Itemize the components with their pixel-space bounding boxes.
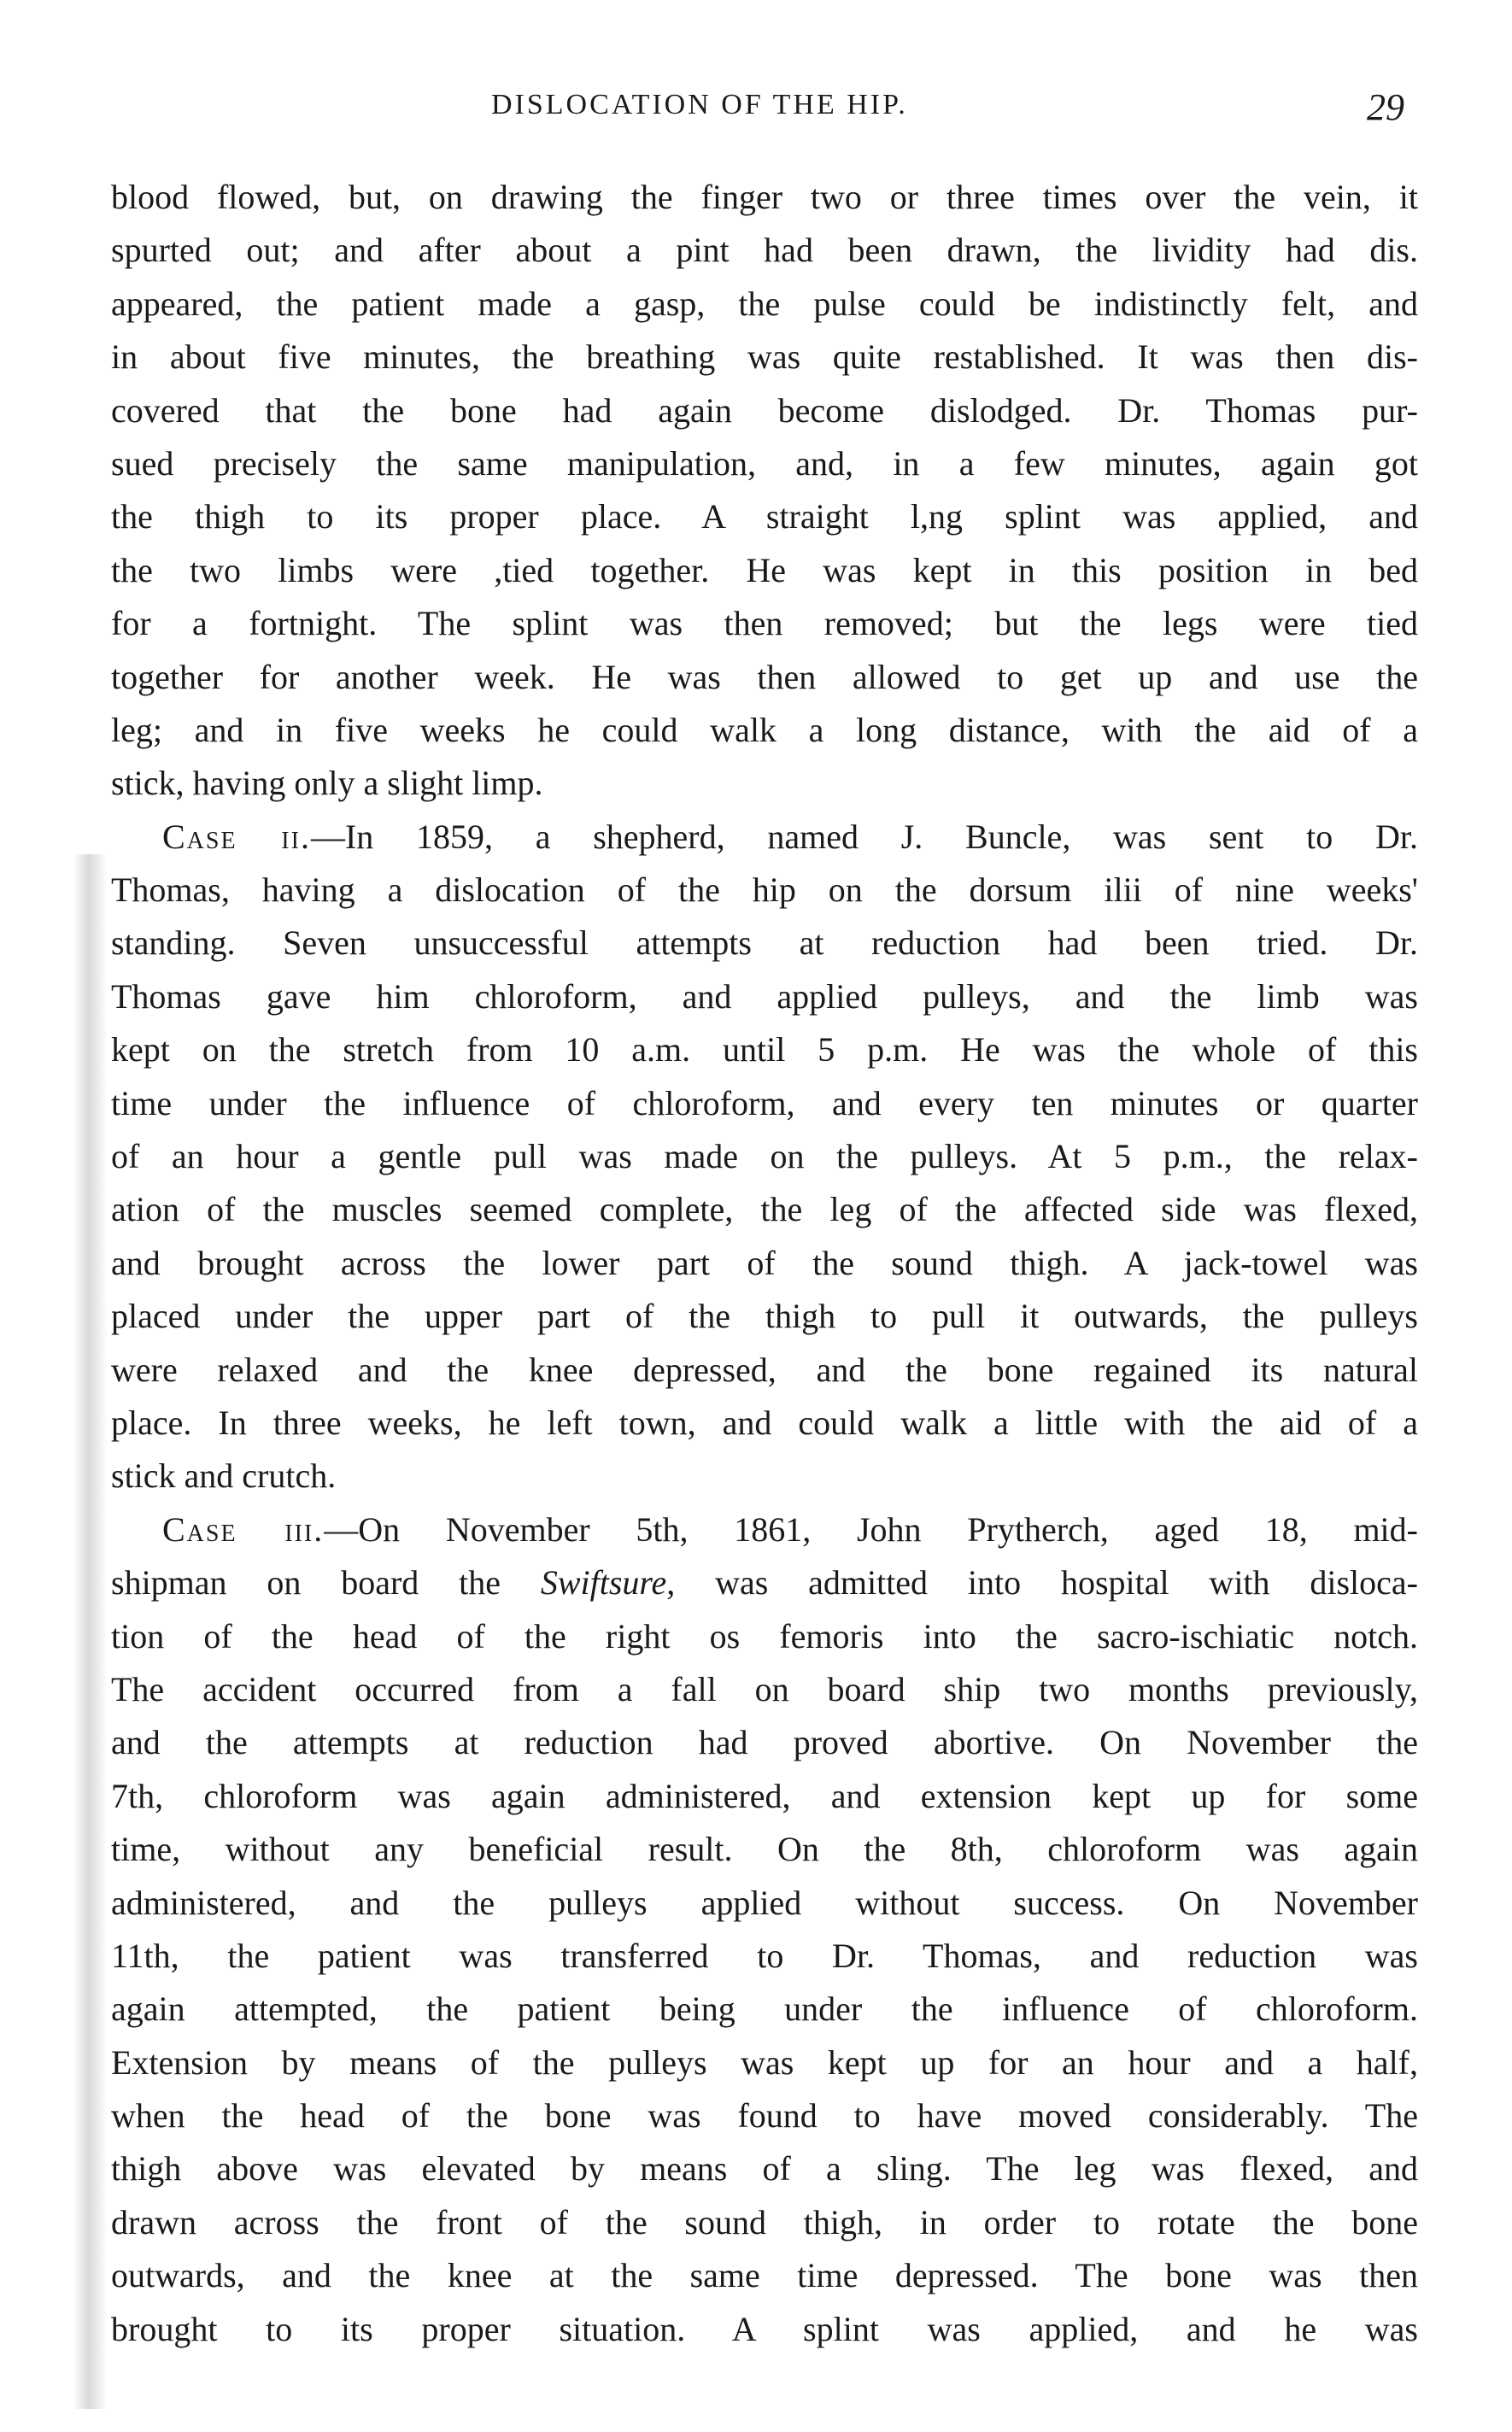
text-line: Case ii.—In 1859, a shepherd, named J. Buncle, was sent to Dr.: [162, 817, 1418, 856]
text-line: the two limbs were ,tied together. He was kept in this position in bed: [111, 550, 1418, 589]
running-title: DISLOCATION OF THE HIP.: [491, 89, 908, 120]
text-line: administered, and the pulleys applied without success. On November: [111, 1883, 1418, 1922]
ship-name: Swiftsure: [540, 1563, 667, 1603]
text-line: leg; and in five weeks he could walk a long distance, with the aid of a: [111, 710, 1418, 749]
page-number: 29: [1367, 86, 1404, 128]
text-line: again attempted, the patient being under the influence of chloroform.: [111, 1990, 1418, 2029]
text-line: Thomas, having a dislocation of the hip on the dorsum ilii of nine weeks': [111, 870, 1418, 910]
text-line: when the head of the bone was found to have moved considerably. The: [111, 2096, 1418, 2136]
text-line: tion of the head of the right os femoris into the sacro-ischiatic notch.: [111, 1616, 1418, 1656]
text-line: 7th, chloroform was again administered, and extension kept up for some: [111, 1776, 1418, 1815]
case-label: Case ii.: [162, 817, 311, 856]
text-line: 11th, the patient was transferred to Dr. Thomas, and reduction was: [111, 1936, 1418, 1975]
text-line: ation of the muscles seemed complete, the leg of the affected side was flexed,: [111, 1190, 1418, 1229]
text-line: appeared, the patient made a gasp, the pulse could be indistinctly felt, and: [111, 284, 1418, 323]
text-line: sued precisely the same manipulation, and, in a few minutes, again got: [111, 443, 1418, 483]
body-text: [111, 171, 1418, 2356]
text-line: time, without any beneficial result. On the 8th, chloroform was again: [111, 1830, 1418, 1869]
text-line: for a fortnight. The splint was then removed; but the legs were tied: [111, 604, 1418, 643]
running-header: [0, 86, 1512, 140]
text-line: outwards, and the knee at the same time depressed. The bone was then: [111, 2256, 1418, 2295]
text-line: standing. Seven unsuccessful attempts at reduction had been tried. Dr.: [111, 923, 1418, 963]
text-line: covered that the bone had again become dislodged. Dr. Thomas pur-: [111, 390, 1418, 430]
text-line: brought to its proper situation. A splint was applied, and he was: [111, 2309, 1418, 2348]
text-line: shipman on board the Swiftsure, was admitted into hospital with disloca-: [111, 1563, 1418, 1603]
text-line: and brought across the lower part of the sound thigh. A jack-towel was: [111, 1243, 1418, 1282]
text-line: stick, having only a slight limp.: [111, 764, 543, 803]
text-line: blood flowed, but, on drawing the finger two or three times over the vein, it: [111, 178, 1418, 216]
text-line: placed under the upper part of the thigh to pull it outwards, the pulleys: [111, 1297, 1418, 1336]
text-line: spurted out; and after about a pint had been drawn, the lividity had dis.: [111, 231, 1418, 270]
text-line: kept on the stretch from 10 a.m. until 5 p.m. He was the whole of this: [111, 1030, 1418, 1069]
text-line: the thigh to its proper place. A straight l,ng splint was applied, and: [111, 497, 1418, 536]
text-line: in about five minutes, the breathing was quite restablished. It was then dis-: [111, 337, 1418, 377]
text-line: together for another week. He was then allowed to get up and use the: [111, 657, 1418, 696]
text-line: The accident occurred from a fall on board ship two months previously,: [111, 1669, 1418, 1708]
text-line: and the attempts at reduction had proved abortive. On November the: [111, 1723, 1418, 1762]
text-line: stick and crutch.: [111, 1456, 337, 1496]
binding-shadow: [73, 854, 108, 2409]
case-label: Case iii.: [162, 1509, 325, 1549]
text-line: thigh above was elevated by means of a sling. The leg was flexed, and: [111, 2149, 1418, 2189]
text-line: drawn across the front of the sound thigh, in order to rotate the bone: [111, 2202, 1418, 2242]
text-line: of an hour a gentle pull was made on the pulleys. At 5 p.m., the relax-: [111, 1137, 1418, 1176]
text-line: time under the influence of chloroform, and every ten minutes or quarter: [111, 1083, 1418, 1122]
text-line: Thomas gave him chloroform, and applied pulleys, and the limb was: [111, 976, 1418, 1016]
text-line: Extension by means of the pulleys was kept up for an hour and a half,: [111, 2042, 1418, 2082]
text-line: were relaxed and the knee depressed, and the bone regained its natural: [111, 1350, 1418, 1389]
text-line: place. In three weeks, he left town, and could walk a little with the aid of a: [111, 1403, 1418, 1442]
text-line: Case iii.—On November 5th, 1861, John Prytherch, aged 18, mid-: [162, 1509, 1418, 1549]
